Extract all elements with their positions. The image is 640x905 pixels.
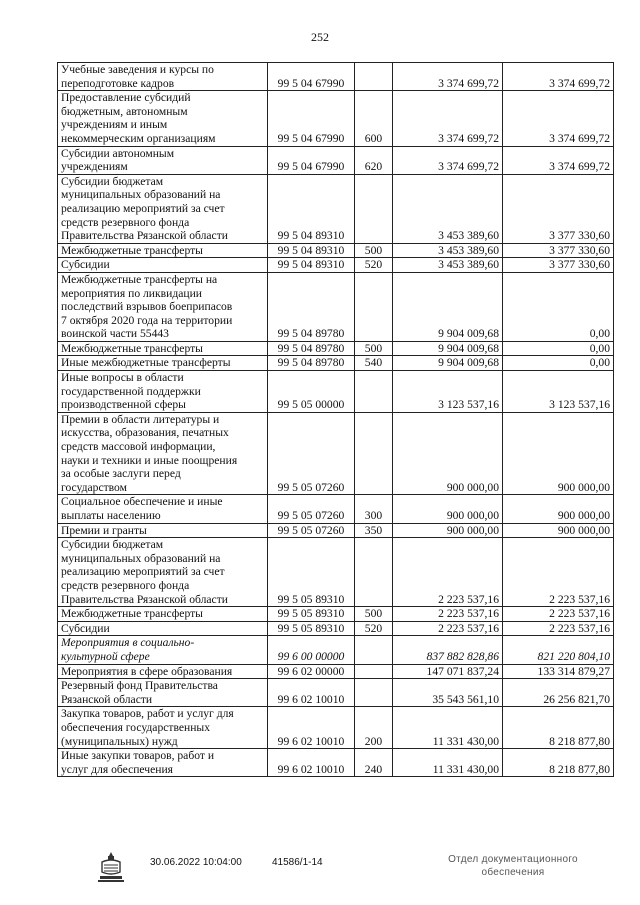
cell-v1: 11 331 430,00 (393, 707, 503, 749)
cell-type (355, 371, 393, 413)
table-row (58, 63, 614, 91)
cell-type: 520 (355, 621, 393, 636)
cell-code: 99 5 05 00000 (268, 371, 355, 413)
cell-v2: 133 314 879,27 (503, 664, 614, 679)
cell-v2: 3 374 699,72 (503, 146, 614, 174)
cell-type: 620 (355, 146, 393, 174)
cell-name: Субсидии бюджетам муниципальных образований на реализацию мероприятий за счет средств резервного фонда Правительства Рязанской области (58, 538, 268, 607)
cell-v1: 900 000,00 (393, 523, 503, 538)
cell-v1: 11 331 430,00 (393, 749, 503, 777)
cell-v2: 3 377 330,60 (503, 243, 614, 258)
cell-name: Иные вопросы в области государственной поддержки производственной сферы (58, 371, 268, 413)
cell-name: Межбюджетные трансферты (58, 341, 268, 356)
cell-name: Межбюджетные трансферты на мероприятия по ликвидации последствий взрывов боеприпасов 7 октября 2020 года на территории воинской части 55443 (58, 272, 268, 341)
cell-v2: 26 256 821,70 (503, 679, 614, 707)
table-row (58, 258, 614, 273)
cell-name: Социальное обеспечение и иные выплаты населению (58, 495, 268, 523)
cell-type (355, 679, 393, 707)
cell-type: 500 (355, 243, 393, 258)
cell-code: 99 5 04 67990 (268, 63, 355, 91)
cell-v1: 2 223 537,16 (393, 607, 503, 622)
cell-code: 99 5 05 07260 (268, 523, 355, 538)
cell-name: Субсидии бюджетам муниципальных образований на реализацию мероприятий за счет средств резервного фонда Правительства Рязанской области (58, 174, 268, 243)
cell-code: 99 5 04 67990 (268, 91, 355, 146)
cell-v2: 3 377 330,60 (503, 258, 614, 273)
cell-type: 350 (355, 523, 393, 538)
cell-v1: 3 123 537,16 (393, 371, 503, 413)
cell-v1: 900 000,00 (393, 412, 503, 495)
cell-v2: 3 377 330,60 (503, 174, 614, 243)
cell-name: Предоставление субсидий бюджетным, автономным учреждениям и иным некоммерческим организациям (58, 91, 268, 146)
cell-type (355, 636, 393, 664)
cell-v2: 3 374 699,72 (503, 91, 614, 146)
cell-v2: 821 220 804,10 (503, 636, 614, 664)
cell-name: Иные закупки товаров, работ и услуг для обеспечения (58, 749, 268, 777)
cell-v2: 3 374 699,72 (503, 63, 614, 91)
cell-v2: 2 223 537,16 (503, 607, 614, 622)
cell-name: Резервный фонд Правительства Рязанской области (58, 679, 268, 707)
cell-type (355, 272, 393, 341)
table-row (58, 538, 614, 607)
table-row (58, 272, 614, 341)
cell-name: Субсидии автономным учреждениям (58, 146, 268, 174)
cell-code: 99 6 02 00000 (268, 664, 355, 679)
cell-name: Мероприятия в социально- культурной сфере (58, 636, 268, 664)
cell-name: Закупка товаров, работ и услуг для обеспечения государственных (муниципальных) нужд (58, 707, 268, 749)
cell-v2: 0,00 (503, 356, 614, 371)
emblem-logo (96, 850, 126, 884)
cell-v1: 2 223 537,16 (393, 621, 503, 636)
cell-code: 99 6 02 10010 (268, 679, 355, 707)
cell-type (355, 63, 393, 91)
table-row (58, 371, 614, 413)
cell-name: Субсидии (58, 258, 268, 273)
cell-name: Иные межбюджетные трансферты (58, 356, 268, 371)
cell-code: 99 5 04 89310 (268, 258, 355, 273)
table-row (58, 243, 614, 258)
footer-datetime: 30.06.2022 10:04:00 (150, 857, 242, 868)
cell-v1: 2 223 537,16 (393, 538, 503, 607)
cell-code: 99 5 04 89780 (268, 341, 355, 356)
table-row (58, 621, 614, 636)
cell-code: 99 6 00 00000 (268, 636, 355, 664)
cell-v2: 900 000,00 (503, 495, 614, 523)
cell-code: 99 5 05 89310 (268, 607, 355, 622)
cell-name: Субсидии (58, 621, 268, 636)
table-row (58, 749, 614, 777)
cell-type: 520 (355, 258, 393, 273)
footer-doc-number: 41586/1-14 (272, 857, 323, 868)
cell-type: 200 (355, 707, 393, 749)
cell-code: 99 5 04 89780 (268, 272, 355, 341)
cell-name: Межбюджетные трансферты (58, 607, 268, 622)
cell-v1: 3 374 699,72 (393, 91, 503, 146)
cell-v2: 3 123 537,16 (503, 371, 614, 413)
table-row (58, 495, 614, 523)
cell-code: 99 5 04 89310 (268, 174, 355, 243)
cell-code: 99 5 05 07260 (268, 412, 355, 495)
department-stamp: Отдел документационного обеспечения (448, 854, 578, 878)
table-row (58, 356, 614, 371)
table-row (58, 91, 614, 146)
table-row (58, 664, 614, 679)
cell-type (355, 412, 393, 495)
cell-v2: 0,00 (503, 341, 614, 356)
table-row (58, 607, 614, 622)
cell-type (355, 538, 393, 607)
cell-v2: 900 000,00 (503, 412, 614, 495)
cell-v2: 900 000,00 (503, 523, 614, 538)
cell-type: 600 (355, 91, 393, 146)
cell-v2: 8 218 877,80 (503, 749, 614, 777)
cell-v1: 9 904 009,68 (393, 341, 503, 356)
cell-v1: 3 453 389,60 (393, 174, 503, 243)
budget-table (57, 62, 614, 777)
cell-code: 99 5 05 07260 (268, 495, 355, 523)
cell-v2: 2 223 537,16 (503, 538, 614, 607)
cell-name: Премии в области литературы и искусства, образования, печатных средств массовой информации, науки и техники и иные поощрения за особые заслуги перед государством (58, 412, 268, 495)
table-row (58, 146, 614, 174)
cell-v2: 0,00 (503, 272, 614, 341)
cell-type (355, 664, 393, 679)
cell-v1: 837 882 828,86 (393, 636, 503, 664)
table-row (58, 412, 614, 495)
cell-v1: 3 374 699,72 (393, 63, 503, 91)
table-row (58, 341, 614, 356)
table-row (58, 636, 614, 664)
cell-type: 240 (355, 749, 393, 777)
cell-v1: 9 904 009,68 (393, 272, 503, 341)
cell-v1: 3 453 389,60 (393, 258, 503, 273)
cell-v1: 900 000,00 (393, 495, 503, 523)
table-row (58, 174, 614, 243)
cell-code: 99 6 02 10010 (268, 707, 355, 749)
cell-type: 500 (355, 607, 393, 622)
cell-v1: 9 904 009,68 (393, 356, 503, 371)
table-row (58, 707, 614, 749)
cell-code: 99 5 04 89310 (268, 243, 355, 258)
cell-name: Межбюджетные трансферты (58, 243, 268, 258)
cell-v1: 35 543 561,10 (393, 679, 503, 707)
cell-v2: 8 218 877,80 (503, 707, 614, 749)
cell-code: 99 6 02 10010 (268, 749, 355, 777)
cell-code: 99 5 04 67990 (268, 146, 355, 174)
cell-v1: 3 374 699,72 (393, 146, 503, 174)
table-row (58, 679, 614, 707)
cell-code: 99 5 05 89310 (268, 538, 355, 607)
cell-v2: 2 223 537,16 (503, 621, 614, 636)
page-number: 252 (311, 30, 329, 44)
cell-v1: 3 453 389,60 (393, 243, 503, 258)
cell-type: 540 (355, 356, 393, 371)
cell-type (355, 174, 393, 243)
cell-code: 99 5 05 89310 (268, 621, 355, 636)
cell-type: 300 (355, 495, 393, 523)
cell-name: Мероприятия в сфере образования (58, 664, 268, 679)
table-row (58, 523, 614, 538)
cell-v1: 147 071 837,24 (393, 664, 503, 679)
cell-code: 99 5 04 89780 (268, 356, 355, 371)
cell-type: 500 (355, 341, 393, 356)
cell-name: Учебные заведения и курсы по переподготовке кадров (58, 63, 268, 91)
cell-name: Премии и гранты (58, 523, 268, 538)
